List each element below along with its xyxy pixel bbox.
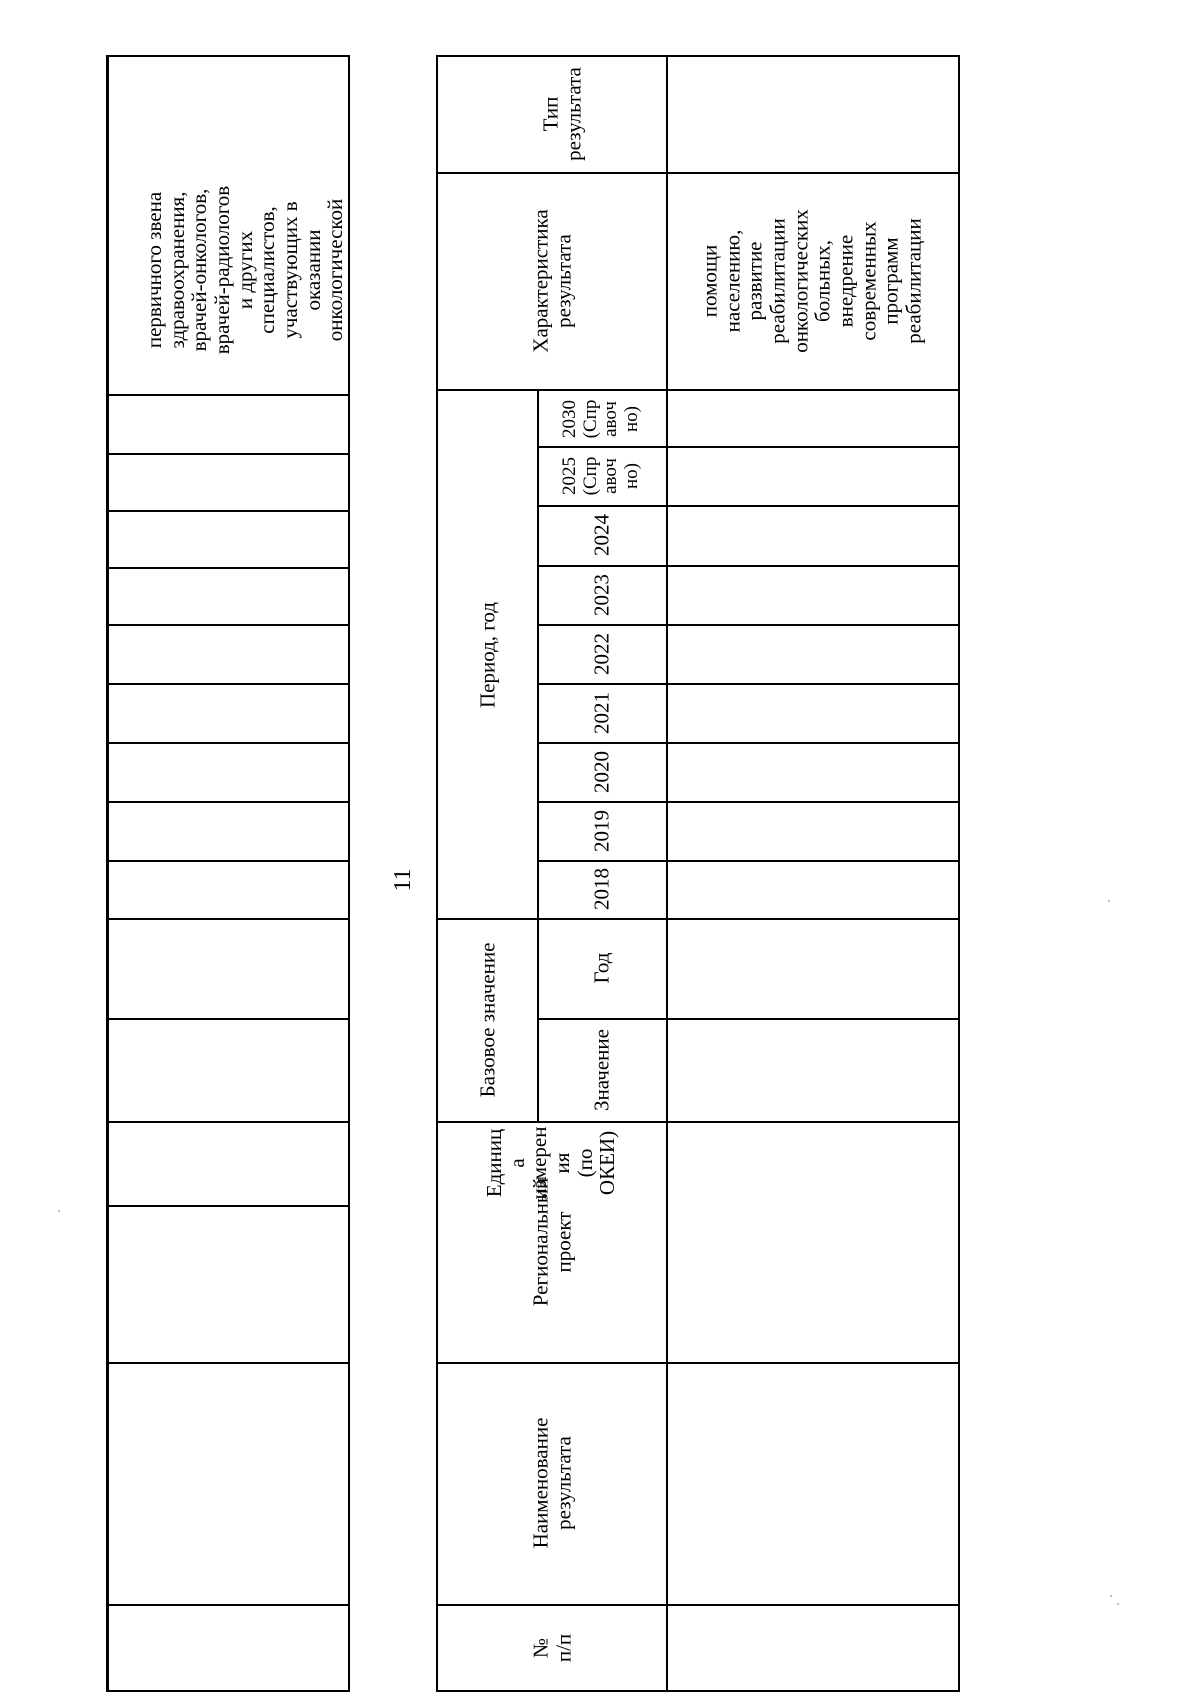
subheader-border xyxy=(537,918,539,1123)
header-regional-project: Региональный проект xyxy=(528,1177,575,1307)
table-cell xyxy=(107,624,350,685)
table-cell xyxy=(107,918,350,1020)
table-cell xyxy=(107,742,350,803)
header-base-value: Базовое значение xyxy=(475,942,500,1098)
year-2030: 2030 (Спр авоч но) xyxy=(558,399,642,439)
year-border xyxy=(537,801,960,803)
year-border xyxy=(537,565,960,567)
column-border xyxy=(436,389,960,391)
year-2018: 2018 xyxy=(589,868,614,910)
base-value-border xyxy=(537,1018,960,1020)
table-cell xyxy=(107,453,350,512)
year-2020: 2020 xyxy=(589,751,614,793)
year-2024: 2024 xyxy=(589,514,614,556)
table-cell xyxy=(107,683,350,744)
year-border xyxy=(537,624,960,626)
table-border xyxy=(106,55,108,1692)
header-name: Наименование результата xyxy=(528,1417,575,1549)
table-cell xyxy=(107,1362,350,1606)
header-unit: Единиц а измерен ия (по ОКЕИ) xyxy=(481,1126,620,1200)
year-border xyxy=(537,505,960,507)
page-number: 11 xyxy=(390,868,417,892)
table-cell xyxy=(107,567,350,626)
scan-speck xyxy=(58,1210,60,1212)
scan-speck xyxy=(1117,1603,1119,1605)
year-2022: 2022 xyxy=(589,633,614,675)
column-border xyxy=(436,1604,960,1606)
year-border xyxy=(537,683,960,685)
scan-speck xyxy=(1108,900,1110,902)
table-cell xyxy=(107,1604,350,1692)
table-cell xyxy=(107,510,350,569)
year-2021: 2021 xyxy=(589,692,614,734)
table-cell xyxy=(107,801,350,862)
column-border xyxy=(436,1362,960,1364)
table-cell xyxy=(107,1205,350,1364)
header-divider xyxy=(666,55,668,1692)
continuation-text: первичного звена здравоохранения, врачей-онкологов, врачей-радиологов и других специалистов, участвующих в оказании онкологической xyxy=(141,185,348,355)
year-border xyxy=(537,860,960,862)
year-2025: 2025 (Спр авоч но) xyxy=(558,456,642,496)
year-border xyxy=(537,742,960,744)
column-border xyxy=(436,172,960,174)
header-characteristic: Характеристика результата xyxy=(528,209,575,353)
column-border xyxy=(436,1121,960,1123)
header-period: Период, год xyxy=(475,602,500,708)
table-cell xyxy=(107,860,350,920)
subheader-border xyxy=(537,389,539,920)
column-border xyxy=(436,918,960,920)
header-number: № п/п xyxy=(528,1633,575,1663)
header-base-year: Год xyxy=(589,952,614,984)
row-characteristic-text: помощи населению, развитие реабилитации онкологических больных, внедрение современных программ реабилитации xyxy=(697,209,926,353)
table-cell xyxy=(107,1018,350,1123)
year-border xyxy=(537,446,960,448)
header-result-type: Тип результата xyxy=(538,67,585,161)
year-2023: 2023 xyxy=(589,574,614,616)
table-cell xyxy=(107,1121,350,1207)
header-base-value-value: Значение xyxy=(589,1029,614,1111)
scan-speck xyxy=(1110,1595,1112,1597)
year-2019: 2019 xyxy=(589,810,614,852)
